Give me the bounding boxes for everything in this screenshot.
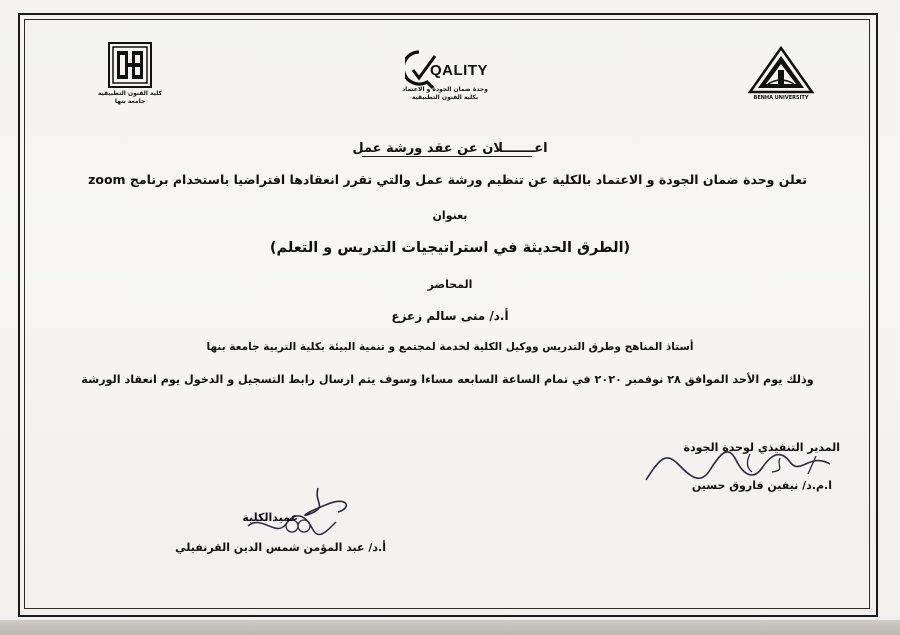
director-name: ا.م.د/ نيفين فاروق حسين bbox=[691, 479, 832, 492]
applied-arts-faculty-logo-icon bbox=[108, 42, 152, 92]
quality-caption-1: وحدة ضمان الجودة و الاعتماد bbox=[402, 86, 488, 93]
schedule-paragraph: وذلك يوم الأحد الموافق ٢٨ نوفمبر ٢٠٢٠ في تمام الساعة السابعه مساءا وسوف يتم ارسال رابط التسجيل و الدخول يوم انعقاد الورشة bbox=[81, 373, 814, 386]
director-title: المدير التنفيذي لوحدة الجودة bbox=[683, 441, 840, 454]
benha-university-caption: BENHA UNIVERSITY bbox=[753, 95, 809, 101]
page-shadow bbox=[0, 620, 900, 635]
applied-arts-caption-2: جامعة بنها bbox=[114, 98, 146, 105]
lecturer-label: المحاضر bbox=[427, 278, 473, 291]
applied-arts-caption-1: كلية الفنون التطبيقية bbox=[97, 90, 163, 97]
announcement-heading: اعـــــــلان عن عقد ورشة عمل bbox=[352, 141, 548, 156]
titled-label: بعنوان bbox=[432, 209, 468, 222]
dean-title: عميدالكلية bbox=[242, 511, 298, 524]
intro-paragraph: تعلن وحدة ضمان الجودة و الاعتماد بالكلية عن تنظيم ورشة عمل والتي تقرر انعقادها افتراضيا باستخدام برنامج zoom bbox=[88, 172, 807, 187]
lecturer-name: أ.د/ منى سالم زعزع bbox=[391, 309, 509, 323]
lecturer-position: أستاذ المناهج وطرق التدريس ووكيل الكلية لخدمة لمجتمع و تنمية البيئة بكلية التربية جامعة بنها bbox=[206, 341, 694, 353]
workshop-title: (الطرق الحديثة في استراتيجيات التدريس و التعلم) bbox=[269, 240, 631, 256]
heading-underline bbox=[362, 156, 532, 157]
quality-wordmark: QALITY bbox=[430, 62, 488, 79]
dean-name: أ.د/ عبد المؤمن شمس الدين القرنفيلي bbox=[175, 541, 386, 554]
benha-university-emblem-icon bbox=[748, 46, 814, 100]
quality-caption-2: بكلية الفنون التطبيقية bbox=[411, 94, 479, 101]
